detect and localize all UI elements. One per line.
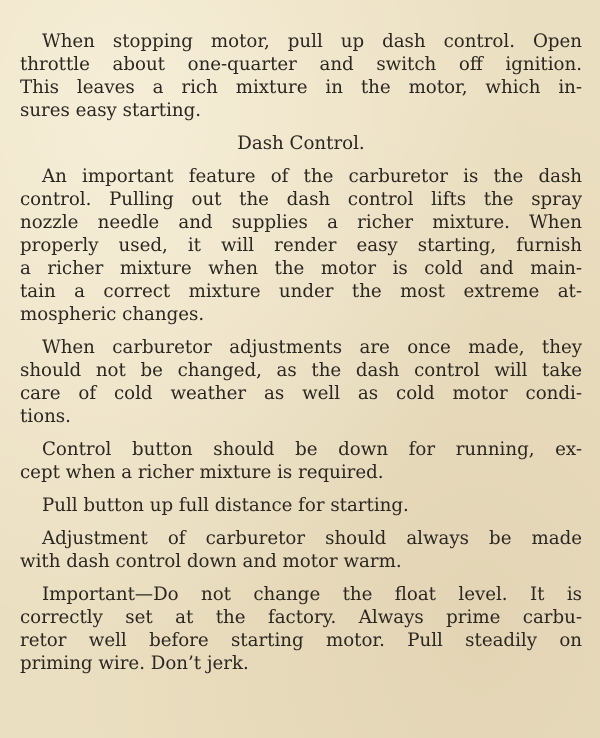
paragraph-adjustments [20,336,582,428]
text-line: control. Pulling out the dash control lifts the spray [20,189,582,210]
paragraph-stopping-motor [20,30,582,122]
text-line: correctly set at the factory. Always prime carbu- [20,607,582,628]
text-line: tions. [20,406,71,427]
paragraph-dash-control-feature [20,165,582,326]
text-line: An important feature of the carburetor is the dash [42,166,582,187]
text-line: nozzle needle and supplies a richer mixture. When [20,212,582,233]
text-line: When stopping motor, pull up dash control. Open [42,31,582,52]
text-line: priming wire. Don’t jerk. [20,653,249,674]
text-line: tain a correct mixture under the most extreme at- [20,281,582,302]
text-line: sures easy starting. [20,100,202,121]
text-line: When carburetor adjustments are once made, they [42,337,582,358]
text-line: Pull button up full distance for starting. [42,495,409,516]
text-line: Adjustment of carburetor should always be made [42,528,582,549]
paragraph-control-button [20,438,582,484]
text-line: care of cold weather as well as cold motor condi- [20,383,582,404]
text-line: a richer mixture when the motor is cold and main- [20,258,582,279]
text-line: Important—Do not change the float level. It is [42,584,582,605]
paragraph-important [20,583,582,675]
paragraph-pull-button [20,494,582,517]
text-line: Control button should be down for running, ex- [42,439,582,460]
text-line: mospheric changes. [20,304,205,325]
text-line: throttle about one-quarter and switch off ignition. [20,54,582,75]
text-line: cept when a richer mixture is required. [20,462,384,483]
text-line: with dash control down and motor warm. [20,551,402,572]
section-heading: Dash Control. [237,133,365,154]
paragraph-adjustment-warm [20,527,582,573]
text-line: retor well before starting motor. Pull steadily on [20,630,582,651]
text-line: should not be changed, as the dash control will take [20,360,582,381]
text-line: properly used, it will render easy starting, furnish [20,235,582,256]
text-line: This leaves a rich mixture in the motor, which in- [20,77,582,98]
